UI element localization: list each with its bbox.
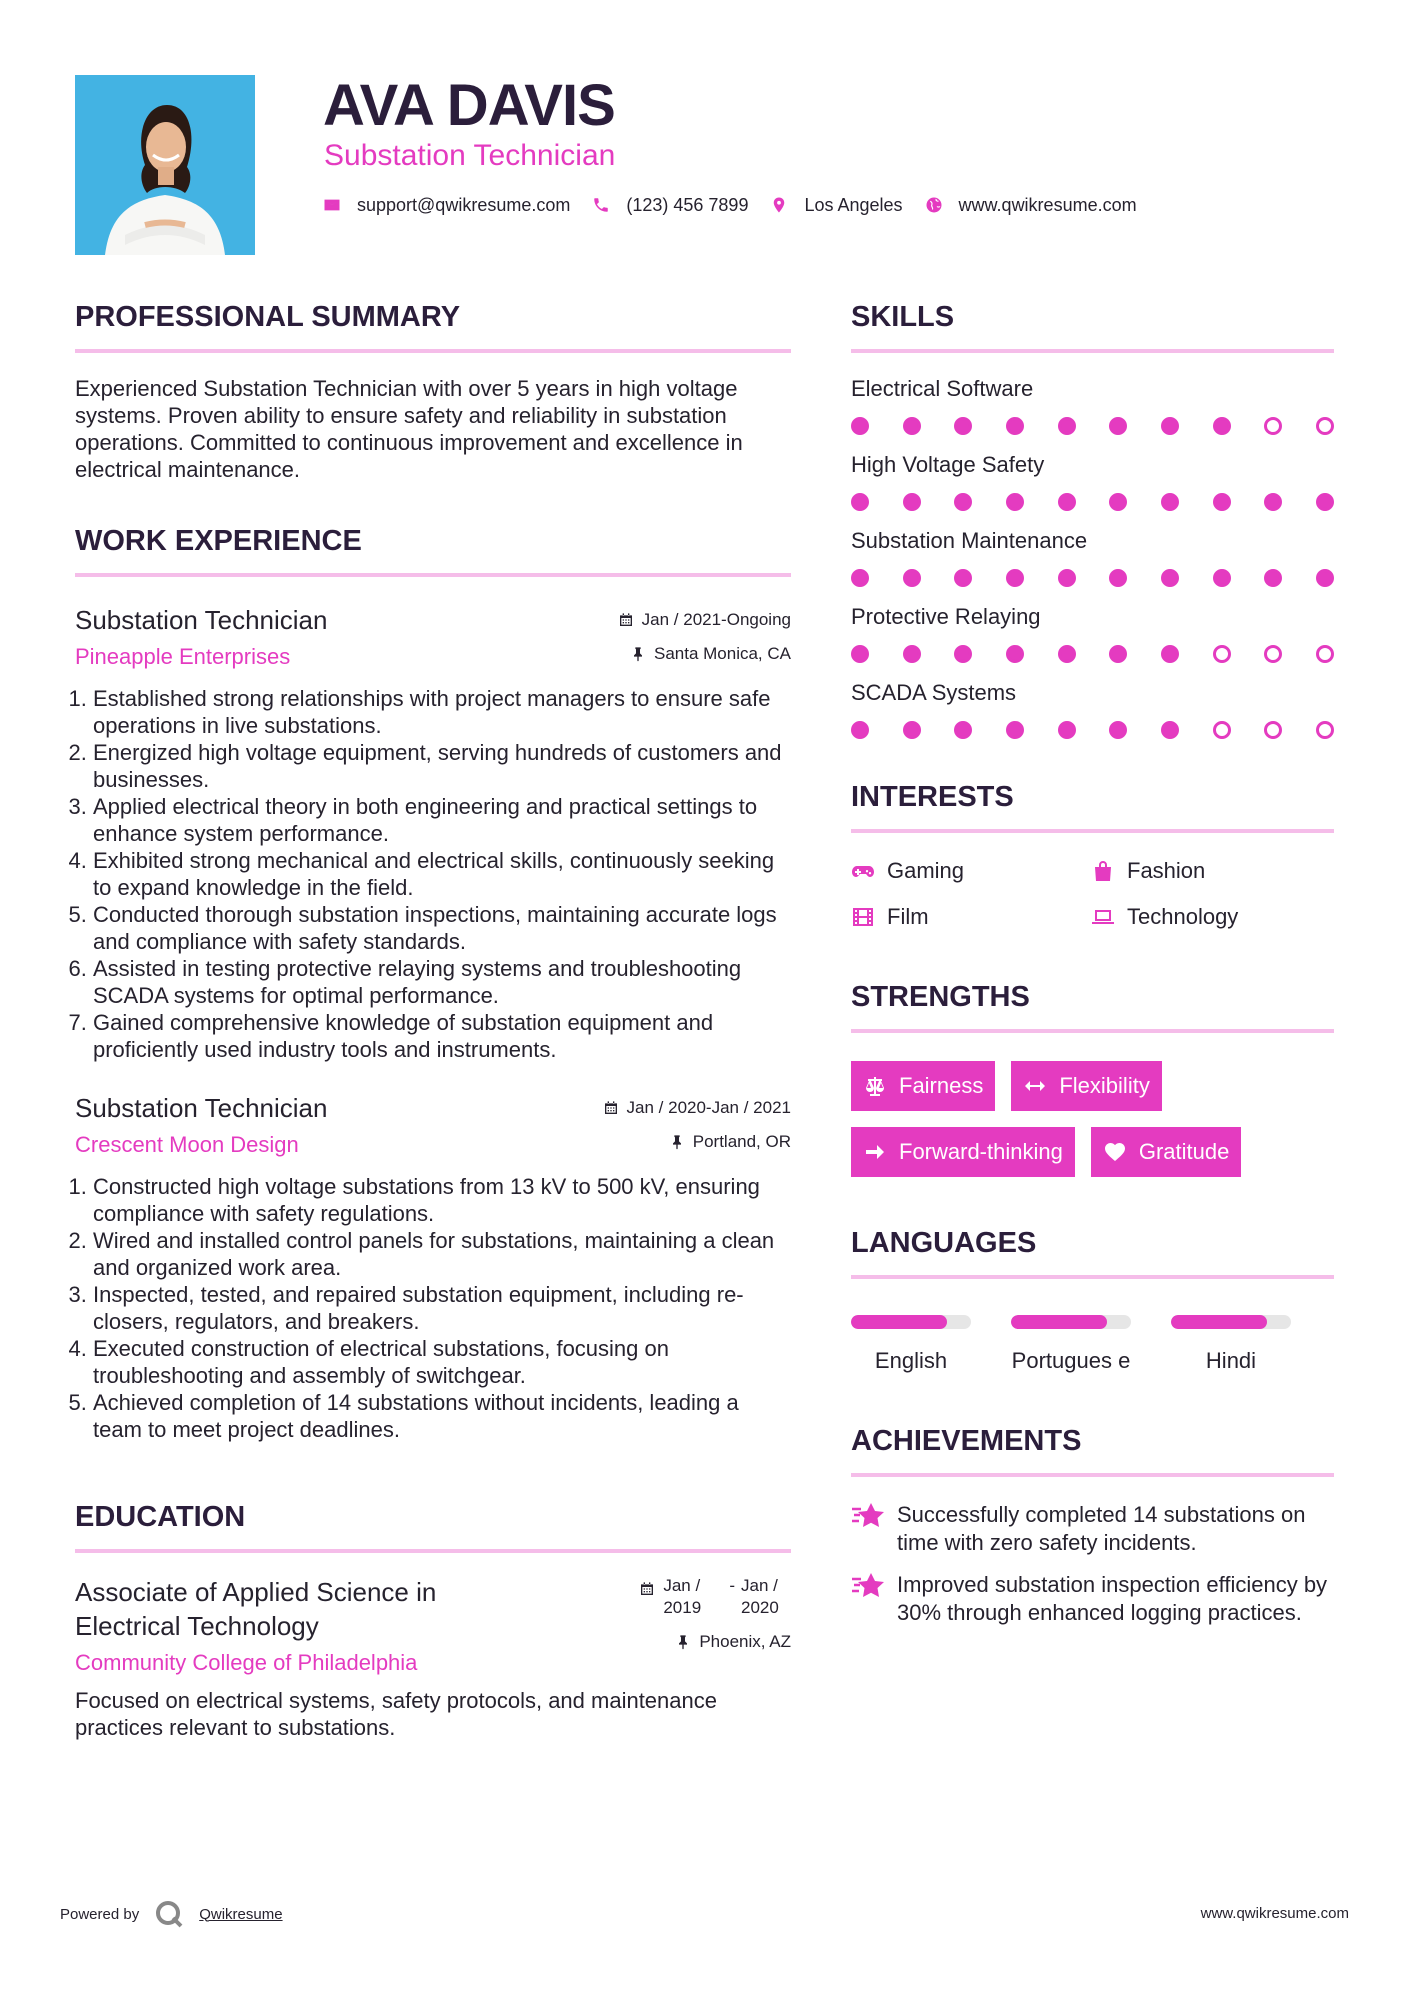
rating-dot-filled: [1109, 645, 1127, 663]
arrows-horizontal-icon: [1023, 1074, 1047, 1098]
skill-rating: [851, 645, 1334, 663]
candidate-title: Substation Technician: [324, 139, 616, 172]
rating-dot-filled: [954, 417, 972, 435]
list-item: 7. Gained comprehensive knowledge of substation equipment and proficiently used industry tools and instruments.: [93, 1009, 791, 1063]
powered-by-text: Powered by: [60, 1905, 140, 1923]
language-item: [851, 1315, 971, 1375]
arrow-right-icon: [863, 1140, 887, 1164]
rating-dot-filled: [1161, 721, 1179, 739]
rating-dot-filled: [1316, 493, 1334, 511]
rating-dot-filled: [1161, 569, 1179, 587]
rating-dot-empty: [1316, 721, 1334, 739]
language-level-bar: [1171, 1315, 1291, 1329]
rating-dot-filled: [1006, 721, 1024, 739]
section-divider: [75, 349, 791, 353]
calendar-icon: [639, 1581, 655, 1597]
pushpin-icon: [669, 1134, 685, 1150]
profile-photo: [75, 75, 255, 255]
contact-bar: [323, 192, 1159, 218]
strengths-list: [851, 1061, 1334, 1177]
skill-item: [851, 527, 1334, 587]
interest-item: [1091, 857, 1331, 885]
skill-rating: [851, 417, 1334, 435]
rating-dot-filled: [1316, 569, 1334, 587]
languages-section: [851, 1221, 1334, 1375]
envelope-icon: [323, 196, 341, 214]
rating-dot-filled: [1264, 493, 1282, 511]
film-icon: [851, 905, 875, 929]
skill-rating: [851, 721, 1334, 739]
rating-dot-filled: [1213, 493, 1231, 511]
list-item: 4. Executed construction of electrical substations, focusing on troubleshooting and assembly of switchgear.: [93, 1335, 791, 1389]
education-location: [639, 1631, 791, 1653]
list-item: 1. Established strong relationships with project managers to ensure safe operations in live substations.: [93, 685, 791, 739]
strength-chip: [1011, 1061, 1161, 1111]
laptop-icon: [1091, 905, 1115, 929]
achievements-section: [851, 1419, 1334, 1627]
summary-section: [75, 295, 791, 483]
phone-icon: [592, 196, 610, 214]
rating-dot-filled: [851, 645, 869, 663]
footer-website[interactable]: www.qwikresume.com: [1200, 1905, 1349, 1922]
left-column: [75, 295, 791, 1741]
interest-label: Gaming: [887, 858, 965, 883]
contact-website-text: www.qwikresume.com: [958, 194, 1137, 215]
rating-dot-filled: [851, 569, 869, 587]
skill-rating: [851, 493, 1334, 511]
star-icon: [851, 1571, 887, 1601]
globe-icon: [925, 196, 943, 214]
education-heading: EDUCATION: [75, 1501, 246, 1533]
strength-label: Forward-thinking: [899, 1139, 1063, 1164]
rating-dot-filled: [1058, 417, 1076, 435]
job-bullets: [75, 685, 791, 1063]
rating-dot-filled: [1006, 493, 1024, 511]
job-location-text: Santa Monica, CA: [653, 644, 791, 663]
footer-branding: [60, 1898, 283, 1930]
rating-dot-filled: [1109, 569, 1127, 587]
rating-dot-filled: [954, 721, 972, 739]
experience-heading: WORK EXPERIENCE: [75, 525, 362, 557]
job-meta: [603, 1097, 791, 1165]
contact-email[interactable]: [323, 195, 570, 216]
rating-dot-filled: [903, 493, 921, 511]
skill-name: High Voltage Safety: [851, 452, 1045, 477]
calendar-icon: [618, 612, 634, 628]
skill-name: Protective Relaying: [851, 604, 1041, 629]
language-level-fill: [851, 1315, 947, 1329]
contact-phone[interactable]: [592, 195, 748, 216]
skill-item: [851, 375, 1334, 435]
job-location: [618, 643, 791, 665]
skill-name: SCADA Systems: [851, 680, 1017, 705]
interest-label: Fashion: [1127, 858, 1206, 883]
languages-heading: LANGUAGES: [851, 1227, 1037, 1259]
rating-dot-empty: [1316, 417, 1334, 435]
job-title: Substation Technician: [75, 605, 328, 635]
education-meta: [639, 1575, 791, 1665]
education-description: Focused on electrical systems, safety protocols, and maintenance practices relevant to substations.: [75, 1688, 717, 1740]
skill-name: Electrical Software: [851, 376, 1034, 401]
contact-location: [770, 195, 902, 216]
education-section: [75, 1495, 791, 1741]
skill-item: [851, 603, 1334, 663]
contact-phone-text: (123) 456 7899: [626, 194, 749, 215]
language-item: [1011, 1315, 1131, 1375]
skills-section: [851, 295, 1334, 739]
education-start: Jan / 2019: [663, 1576, 702, 1617]
map-pin-icon: [770, 196, 788, 214]
job-location-text: Portland, OR: [692, 1132, 791, 1151]
language-name: Hindi: [1205, 1348, 1257, 1373]
rating-dot-filled: [1058, 645, 1076, 663]
rating-dot-empty: [1213, 721, 1231, 739]
job-bullets: [75, 1173, 791, 1443]
rating-dot-filled: [851, 721, 869, 739]
list-item: 4. Exhibited strong mechanical and electrical skills, continuously seeking to expand knowledge in the field.: [93, 847, 791, 901]
language-level-bar: [1011, 1315, 1131, 1329]
interest-item: [1091, 903, 1331, 931]
gamepad-icon: [851, 859, 875, 883]
contact-email-text: support@qwikresume.com: [357, 194, 571, 215]
language-name: English: [874, 1348, 948, 1373]
rating-dot-filled: [1058, 569, 1076, 587]
strength-label: Flexibility: [1059, 1073, 1150, 1098]
contact-location-text: Los Angeles: [804, 194, 903, 215]
list-item: 1. Constructed high voltage substations from 13 kV to 500 kV, ensuring compliance with safety regulations.: [93, 1173, 791, 1227]
summary-heading: PROFESSIONAL SUMMARY: [75, 301, 461, 333]
candidate-name: AVA DAVIS: [323, 73, 615, 138]
job-company: Pineapple Enterprises: [75, 644, 291, 669]
job-dates-text: Jan / 2020-Jan / 2021: [626, 1098, 791, 1117]
interests-list: [851, 857, 1334, 931]
section-divider: [851, 1473, 1334, 1477]
strengths-heading: STRENGTHS: [851, 981, 1030, 1013]
rating-dot-filled: [1161, 417, 1179, 435]
language-level-bar: [851, 1315, 971, 1329]
rating-dot-filled: [1109, 493, 1127, 511]
education-degree: Associate of Applied Science in Electrical Technology: [75, 1577, 437, 1641]
section-divider: [75, 573, 791, 577]
list-item: 6. Assisted in testing protective relaying systems and troubleshooting SCADA systems for optimal performance.: [93, 955, 791, 1009]
list-item: 2. Energized high voltage equipment, serving hundreds of customers and businesses.: [93, 739, 791, 793]
section-divider: [851, 1029, 1334, 1033]
education-school: Community College of Philadelphia: [75, 1650, 418, 1675]
heart-icon: [1103, 1140, 1127, 1164]
job-entry: [75, 603, 791, 1063]
rating-dot-empty: [1264, 417, 1282, 435]
rating-dot-filled: [1006, 569, 1024, 587]
rating-dot-filled: [954, 569, 972, 587]
list-item: 5. Conducted thorough substation inspections, maintaining accurate logs and compliance with safety standards.: [93, 901, 791, 955]
pushpin-icon: [630, 646, 646, 662]
skills-heading: SKILLS: [851, 301, 955, 333]
experience-section: [75, 519, 791, 1443]
job-dates-text: Jan / 2021-Ongoing: [641, 610, 791, 629]
strength-chip: [851, 1061, 995, 1111]
rating-dot-filled: [1006, 417, 1024, 435]
education-entry: [75, 1575, 791, 1741]
calendar-icon: [603, 1100, 619, 1116]
rating-dot-empty: [1316, 645, 1334, 663]
list-item: 3. Applied electrical theory in both engineering and practical settings to enhance system performance.: [93, 793, 791, 847]
list-item: 2. Wired and installed control panels for substations, maintaining a clean and organized work area.: [93, 1227, 791, 1281]
skill-rating: [851, 569, 1334, 587]
star-icon: [851, 1501, 887, 1531]
achievement-text: Improved substation inspection efficiency by 30% through enhanced logging practices.: [897, 1572, 1328, 1625]
qwikresume-logo-icon: [153, 1898, 185, 1930]
languages-list: [851, 1315, 1334, 1375]
rating-dot-filled: [1109, 721, 1127, 739]
language-level-fill: [1011, 1315, 1107, 1329]
interests-heading: INTERESTS: [851, 781, 1014, 813]
section-divider: [75, 1549, 791, 1553]
interests-section: [851, 775, 1334, 931]
strength-chip: [851, 1127, 1075, 1177]
interest-item: [851, 903, 1091, 931]
education-dates: Jan / 2019 - Jan / 2020: [639, 1575, 791, 1619]
education-location-text: Phoenix, AZ: [699, 1632, 791, 1651]
section-divider: [851, 1275, 1334, 1279]
rating-dot-filled: [903, 721, 921, 739]
strength-label: Gratitude: [1138, 1139, 1230, 1164]
rating-dot-filled: [1264, 569, 1282, 587]
job-dates: [603, 1097, 791, 1119]
rating-dot-filled: [903, 645, 921, 663]
job-company: Crescent Moon Design: [75, 1132, 299, 1157]
qwikresume-link[interactable]: Qwikresume: [199, 1905, 283, 1923]
skill-item: [851, 451, 1334, 511]
rating-dot-filled: [954, 493, 972, 511]
strength-chip: [1091, 1127, 1242, 1177]
contact-website[interactable]: [925, 195, 1137, 216]
rating-dot-filled: [1058, 721, 1076, 739]
achievements-heading: ACHIEVEMENTS: [851, 1425, 1082, 1457]
interest-label: Technology: [1127, 904, 1239, 929]
list-item: 3. Inspected, tested, and repaired substation equipment, including re-closers, regulators, and breakers.: [93, 1281, 791, 1335]
rating-dot-filled: [851, 493, 869, 511]
language-level-fill: [1171, 1315, 1267, 1329]
section-divider: [851, 829, 1334, 833]
skills-list: [851, 375, 1334, 739]
interest-item: [851, 857, 1091, 885]
rating-dot-filled: [1213, 569, 1231, 587]
job-title: Substation Technician: [75, 1093, 328, 1123]
shopping-bag-icon: [1091, 859, 1115, 883]
skill-name: Substation Maintenance: [851, 528, 1088, 553]
job-meta: [618, 609, 791, 677]
rating-dot-filled: [1109, 417, 1127, 435]
rating-dot-empty: [1264, 721, 1282, 739]
section-divider: [851, 349, 1334, 353]
right-column: [851, 295, 1334, 1627]
pushpin-icon: [675, 1634, 691, 1650]
rating-dot-filled: [1213, 417, 1231, 435]
rating-dot-filled: [954, 645, 972, 663]
language-item: [1171, 1315, 1291, 1375]
rating-dot-filled: [1058, 493, 1076, 511]
list-item: 5. Achieved completion of 14 substations without incidents, leading a team to meet project deadlines.: [93, 1389, 791, 1443]
rating-dot-filled: [1161, 493, 1179, 511]
achievement-text: Successfully completed 14 substations on time with zero safety incidents.: [897, 1502, 1306, 1555]
rating-dot-filled: [1006, 645, 1024, 663]
rating-dot-filled: [903, 417, 921, 435]
rating-dot-filled: [851, 417, 869, 435]
rating-dot-filled: [1161, 645, 1179, 663]
language-name: Portugues e: [1011, 1348, 1131, 1373]
rating-dot-empty: [1213, 645, 1231, 663]
job-dates: [618, 609, 791, 631]
achievement-item: [851, 1571, 1334, 1627]
balance-scale-icon: [863, 1074, 887, 1098]
interest-label: Film: [887, 904, 929, 929]
education-end: Jan / 2020: [741, 1576, 779, 1617]
rating-dot-filled: [903, 569, 921, 587]
strength-label: Fairness: [899, 1073, 984, 1098]
achievement-item: [851, 1501, 1334, 1557]
rating-dot-empty: [1264, 645, 1282, 663]
strengths-section: [851, 975, 1334, 1177]
summary-text: Experienced Substation Technician with over 5 years in high voltage systems. Proven ability to ensure safety and reliability in substation operations. Committed to continuous improvement and excellence in electrical maintenance.: [75, 376, 743, 482]
skill-item: [851, 679, 1334, 739]
job-entry: [75, 1091, 791, 1443]
job-location: [603, 1131, 791, 1153]
